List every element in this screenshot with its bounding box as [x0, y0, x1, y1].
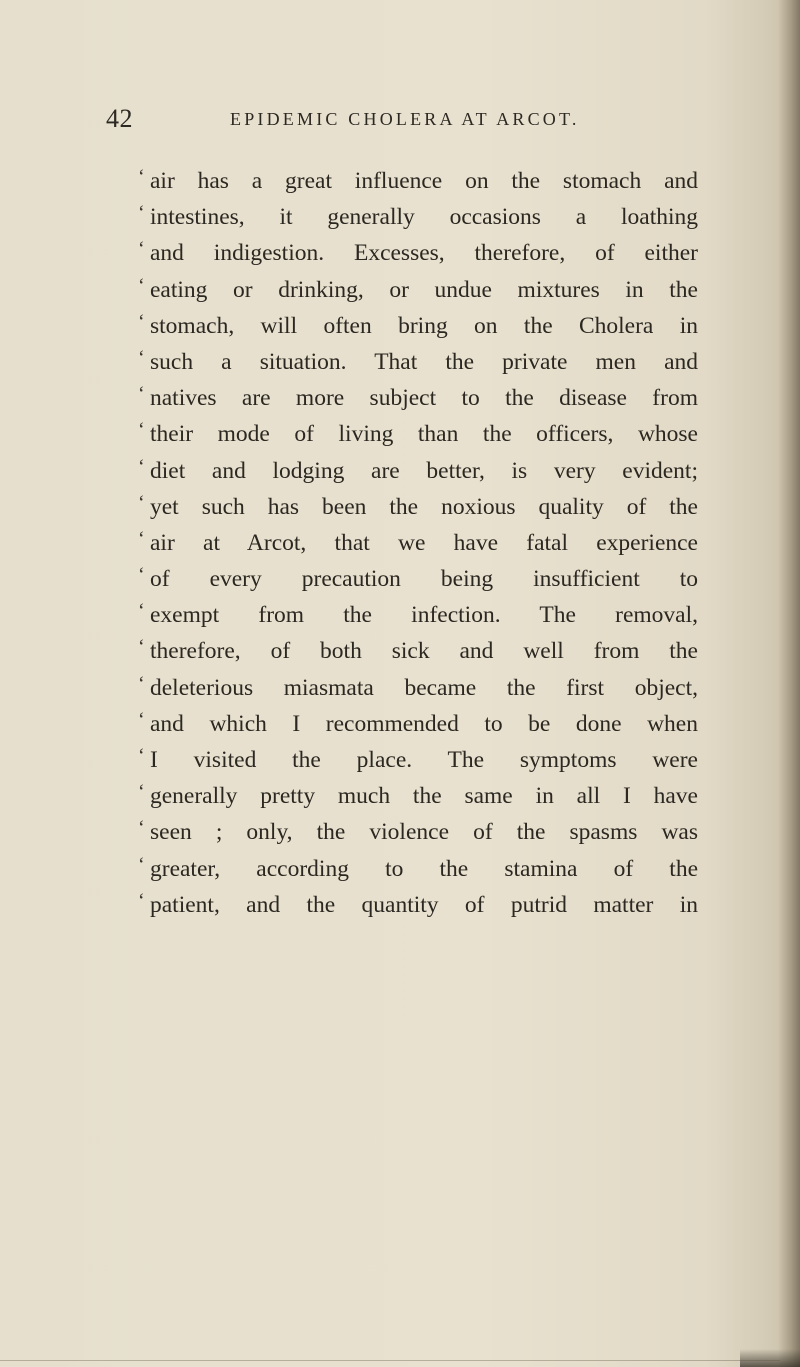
page-number: 42	[106, 104, 133, 133]
text-line	[138, 235, 698, 271]
line-text: eating or drinking, or undue mixtures in the	[150, 276, 698, 303]
text-line	[138, 633, 698, 669]
line-text: diet and lodging are better, is very evident;	[150, 457, 698, 484]
opening-quote-mark: ‘	[138, 527, 145, 550]
running-head: EPIDEMIC CHOLERA AT ARCOT.	[230, 109, 580, 129]
opening-quote-mark: ‘	[138, 600, 145, 623]
text-line	[138, 453, 698, 489]
line-text: generally pretty much the same in all I have	[150, 783, 698, 810]
text-line	[138, 525, 698, 561]
text-line	[138, 814, 698, 850]
opening-quote-mark: ‘	[138, 274, 145, 297]
text-line	[138, 163, 698, 199]
opening-quote-mark: ‘	[138, 491, 145, 514]
opening-quote-mark: ‘	[138, 419, 145, 442]
line-text: exempt from the infection. The removal,	[150, 602, 698, 629]
line-text: greater, according to the stamina of the	[150, 855, 698, 882]
text-line	[138, 597, 698, 633]
line-text: stomach, will often bring on the Cholera in	[150, 312, 698, 339]
text-line	[138, 778, 698, 814]
opening-quote-mark: ‘	[138, 636, 145, 659]
line-text: their mode of living than the officers, whose	[150, 421, 698, 448]
line-text: natives are more subject to the disease from	[150, 385, 698, 412]
page-bottom-edge	[0, 1360, 780, 1361]
opening-quote-mark: ‘	[138, 383, 145, 406]
line-text: patient, and the quantity of putrid matter in	[150, 891, 698, 918]
opening-quote-mark: ‘	[138, 564, 145, 587]
line-text: seen ; only, the violence of the spasms was	[150, 819, 698, 846]
text-line	[138, 561, 698, 597]
opening-quote-mark: ‘	[138, 202, 145, 225]
opening-quote-mark: ‘	[138, 745, 145, 767]
page-corner-shadow	[740, 1349, 800, 1367]
text-line	[138, 272, 698, 308]
opening-quote-mark: ‘	[138, 672, 145, 695]
line-text: air at Arcot, that we have fatal experience	[150, 529, 698, 556]
text-line	[138, 706, 698, 742]
line-text: such a situation. That the private men and	[150, 348, 698, 375]
text-line	[138, 742, 698, 778]
line-text: therefore, of both sick and well from the	[150, 638, 698, 665]
text-line	[138, 887, 698, 923]
opening-quote-mark: ‘	[138, 166, 145, 188]
opening-quote-mark: ‘	[138, 817, 145, 840]
opening-quote-mark: ‘	[138, 310, 145, 333]
page-edge-shadow	[778, 0, 800, 1367]
opening-quote-mark: ‘	[138, 238, 145, 261]
page-header	[106, 98, 706, 138]
opening-quote-mark: ‘	[138, 781, 145, 804]
line-text: and indigestion. Excesses, therefore, of either	[150, 240, 698, 267]
body-text	[138, 163, 698, 923]
line-text: and which I recommended to be done when	[150, 710, 698, 737]
line-text: I visited the place. The symptoms were	[150, 747, 698, 773]
text-line	[138, 199, 698, 235]
line-text: intestines, it generally occasions a loathing	[150, 204, 698, 231]
text-line	[138, 489, 698, 525]
opening-quote-mark: ‘	[138, 346, 145, 369]
line-text: yet such has been the noxious quality of the	[150, 493, 698, 520]
text-line	[138, 344, 698, 380]
text-line	[138, 670, 698, 706]
line-text: deleterious miasmata became the first object,	[150, 674, 698, 701]
text-line	[138, 416, 698, 452]
text-line	[138, 380, 698, 416]
text-line	[138, 851, 698, 887]
line-text: of every precaution being insufficient to	[150, 566, 698, 593]
opening-quote-mark: ‘	[138, 455, 145, 478]
line-text: air has a great influence on the stomach and	[150, 168, 698, 194]
opening-quote-mark: ‘	[138, 708, 145, 731]
opening-quote-mark: ‘	[138, 853, 145, 876]
text-line	[138, 308, 698, 344]
opening-quote-mark: ‘	[138, 889, 145, 912]
